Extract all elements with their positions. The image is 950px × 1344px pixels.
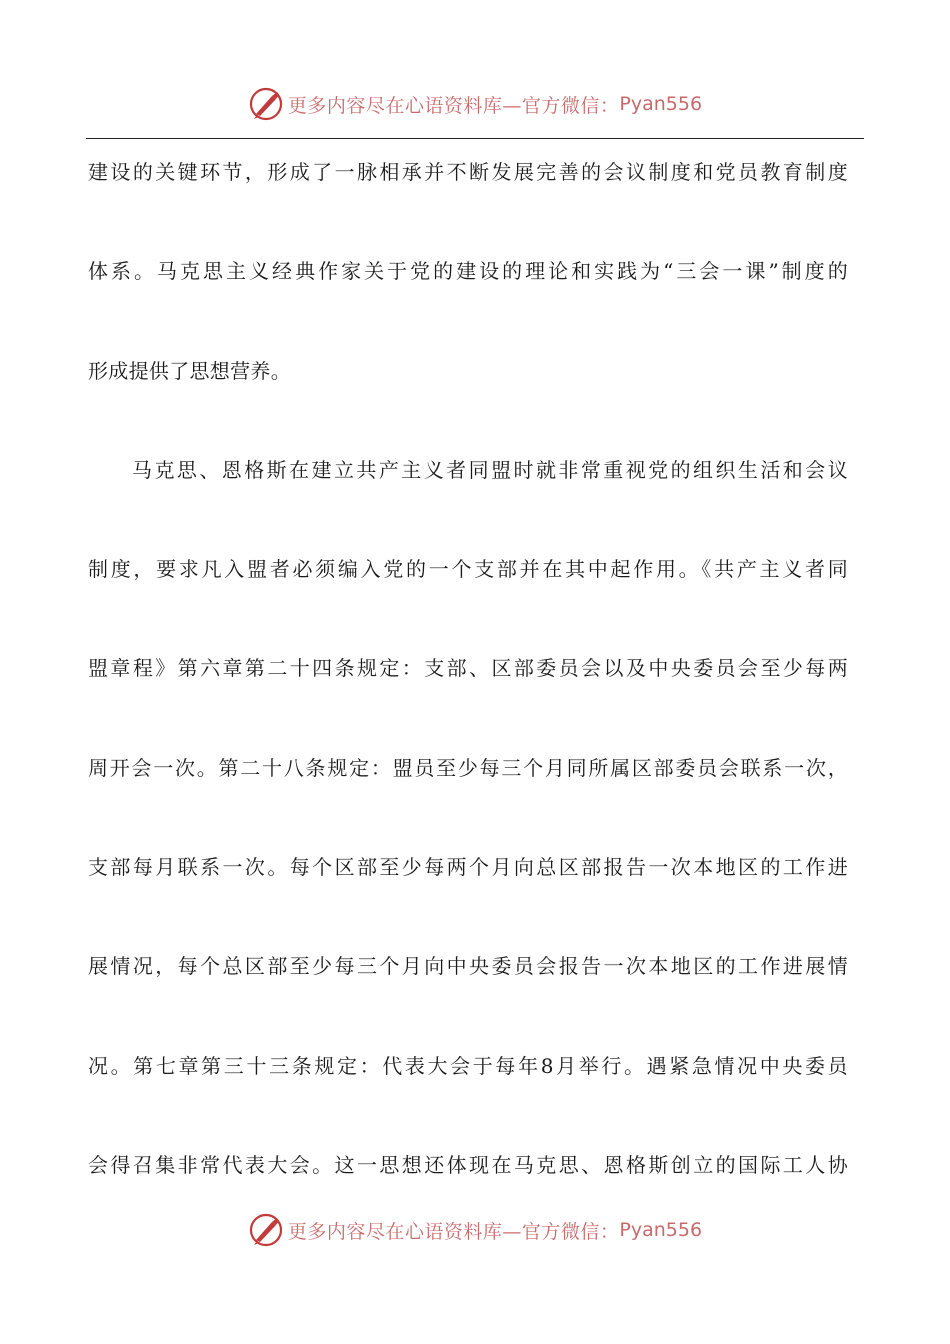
footer-banner (0, 1210, 950, 1250)
body-line: 制度，要求凡入盟者必须编入党的一个支部并在其中起作用。《共产主义者同 (88, 557, 848, 582)
body-line: 展情况，每个总区部至少每三个月向中央委员会报告一次本地区的工作进展情 (88, 954, 848, 979)
body-line: 建设的关键环节，形成了一脉相承并不断发展完善的会议制度和党员教育制度 (88, 160, 848, 184)
header-banner-text: 更多内容尽在心语资料库—官方微信： (287, 94, 620, 117)
header-divider (86, 138, 864, 139)
body-line: 体系。马克思主义经典作家关于党的建设的理论和实践为“三会一课”制度的 (88, 259, 848, 284)
body-line: 盟章程》第六章第二十四条规定：支部、区部委员会以及中央委员会至少每两 (88, 656, 848, 681)
pen-logo-icon (248, 86, 284, 122)
body-line: 会得召集非常代表大会。这一思想还体现在马克思、恩格斯创立的国际工人协 (88, 1152, 848, 1177)
footer-banner-text: 更多内容尽在心语资料库—官方微信： (287, 1220, 620, 1243)
body-line: 马克思、恩格斯在建立共产主义者同盟时就非常重视党的组织生活和会议 (132, 457, 848, 482)
document-body (88, 150, 848, 1242)
header-wechat-id: Pyan556 (619, 93, 703, 115)
pen-logo-icon (248, 1212, 284, 1248)
body-line: 支部每月联系一次。每个区部至少每两个月向总区部报告一次本地区的工作进 (88, 855, 848, 880)
footer-wechat-id: Pyan556 (619, 1219, 703, 1241)
body-line: 形成提供了思想营养。 (88, 358, 291, 383)
body-line: 周开会一次。第二十八条规定：盟员至少每三个月同所属区部委员会联系一次， (88, 755, 848, 780)
header-banner (0, 84, 950, 124)
body-line: 况。第七章第三十三条规定：代表大会于每年8月举行。遇紧急情况中央委员 (88, 1053, 848, 1078)
